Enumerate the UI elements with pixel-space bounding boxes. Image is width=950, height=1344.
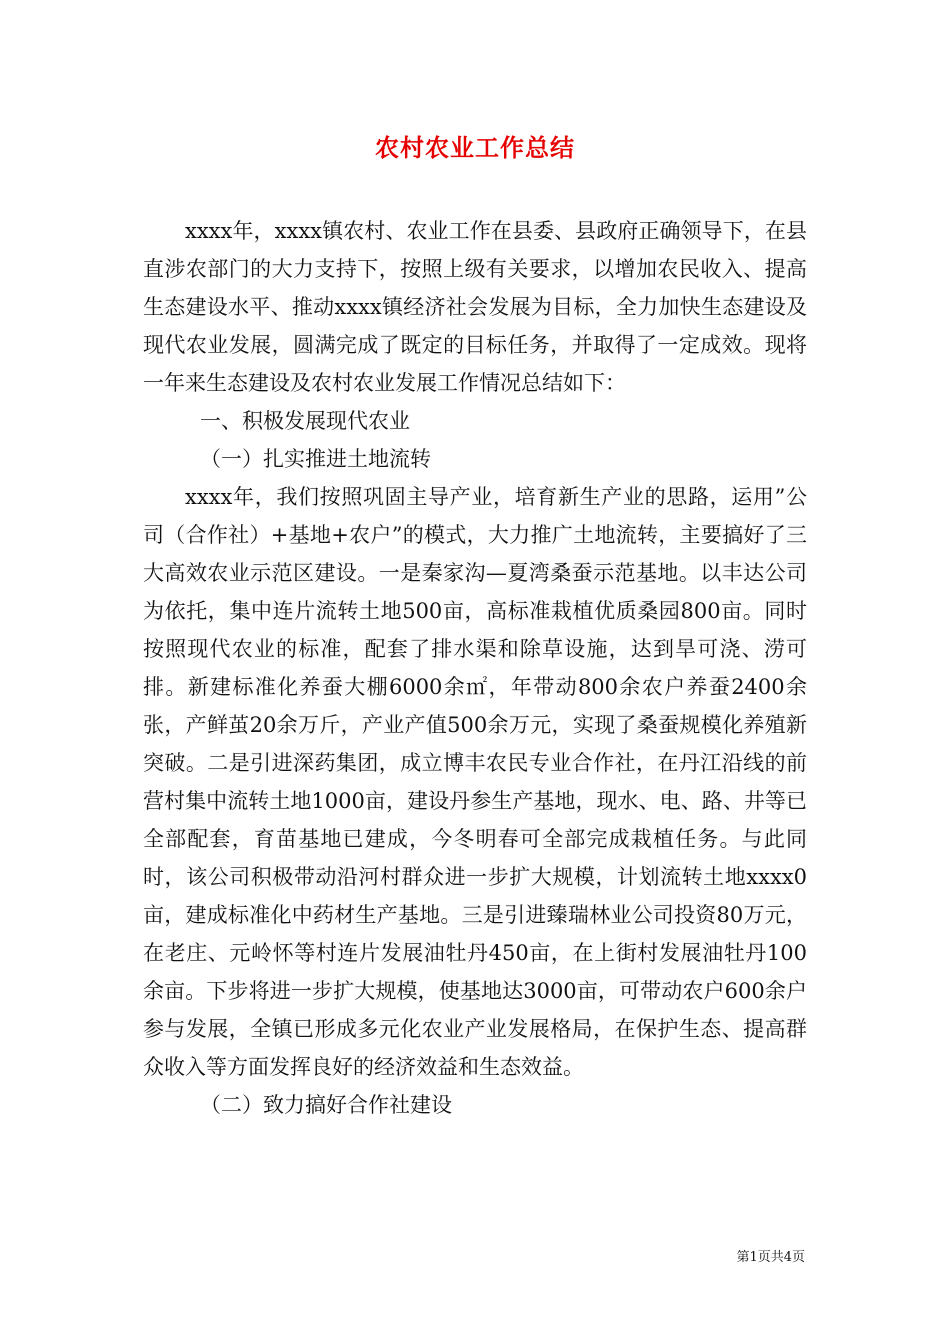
document-title: 农村农业工作总结 bbox=[375, 133, 575, 162]
intro-paragraph: xxxx年，xxxx镇农村、农业工作在县委、县政府正确领导下，在县直涉农部门的大力支持下，按照上级有关要求，以增加农民收入、提高生态建设水平、推动xxxx镇经济社会发展为目标，全力加快生态建设及现代农业发展，圆满完成了既定的目标任务，并取得了一定成效。现将一年来生态建设及农村农业发展工作情况总结如下： bbox=[143, 219, 807, 395]
subsection-heading: （一）扎实推进土地流转 bbox=[200, 447, 431, 471]
subsection-heading: （二）致力搞好合作社建设 bbox=[200, 1093, 452, 1117]
page-number: 第1页共4页 bbox=[736, 1250, 805, 1265]
document-body bbox=[143, 212, 807, 1124]
body-paragraph: xxxx年，我们按照巩固主导产业，培育新生产业的思路，运用”公司（合作社）+基地+农户”的模式，大力推广土地流转，主要搞好了三大高效农业示范区建设。一是秦家沟—夏湾桑蚕示范基地。以丰达公司为依托，集中连片流转土地500亩，高标准栽植优质桑园800亩。同时按照现代农业的标准，配套了排水渠和除草设施，达到旱可浇、涝可排。新建标准化养蚕大棚6000余㎡，年带动800余农户养蚕2400余张，产鲜茧20余万斤，产业产值500余万元，实现了桑蚕规模化养殖新突破。二是引进深药集团，成立博丰农民专业合作社，在丹江沿线的前营村集中流转土地1000亩，建设丹参生产基地，现水、电、路、井等已全部配套，育苗基地已建成，今冬明春可全部完成栽植任务。与此同时，该公司积极带动沿河村群众进一步扩大规模，计划流转土地xxxx0亩，建成标准化中药材生产基地。三是引进臻瑞林业公司投资80万元，在老庄、元岭怀等村连片发展油牡丹450亩，在上街村发展油牡丹100余亩。下步将进一步扩大规模，使基地达3000亩，可带动农户600余户参与发展，全镇已形成多元化农业产业发展格局，在保护生态、提高群众收入等方面发挥良好的经济效益和生态效益。 bbox=[143, 485, 807, 1079]
section-heading: 一、积极发展现代农业 bbox=[200, 409, 410, 433]
